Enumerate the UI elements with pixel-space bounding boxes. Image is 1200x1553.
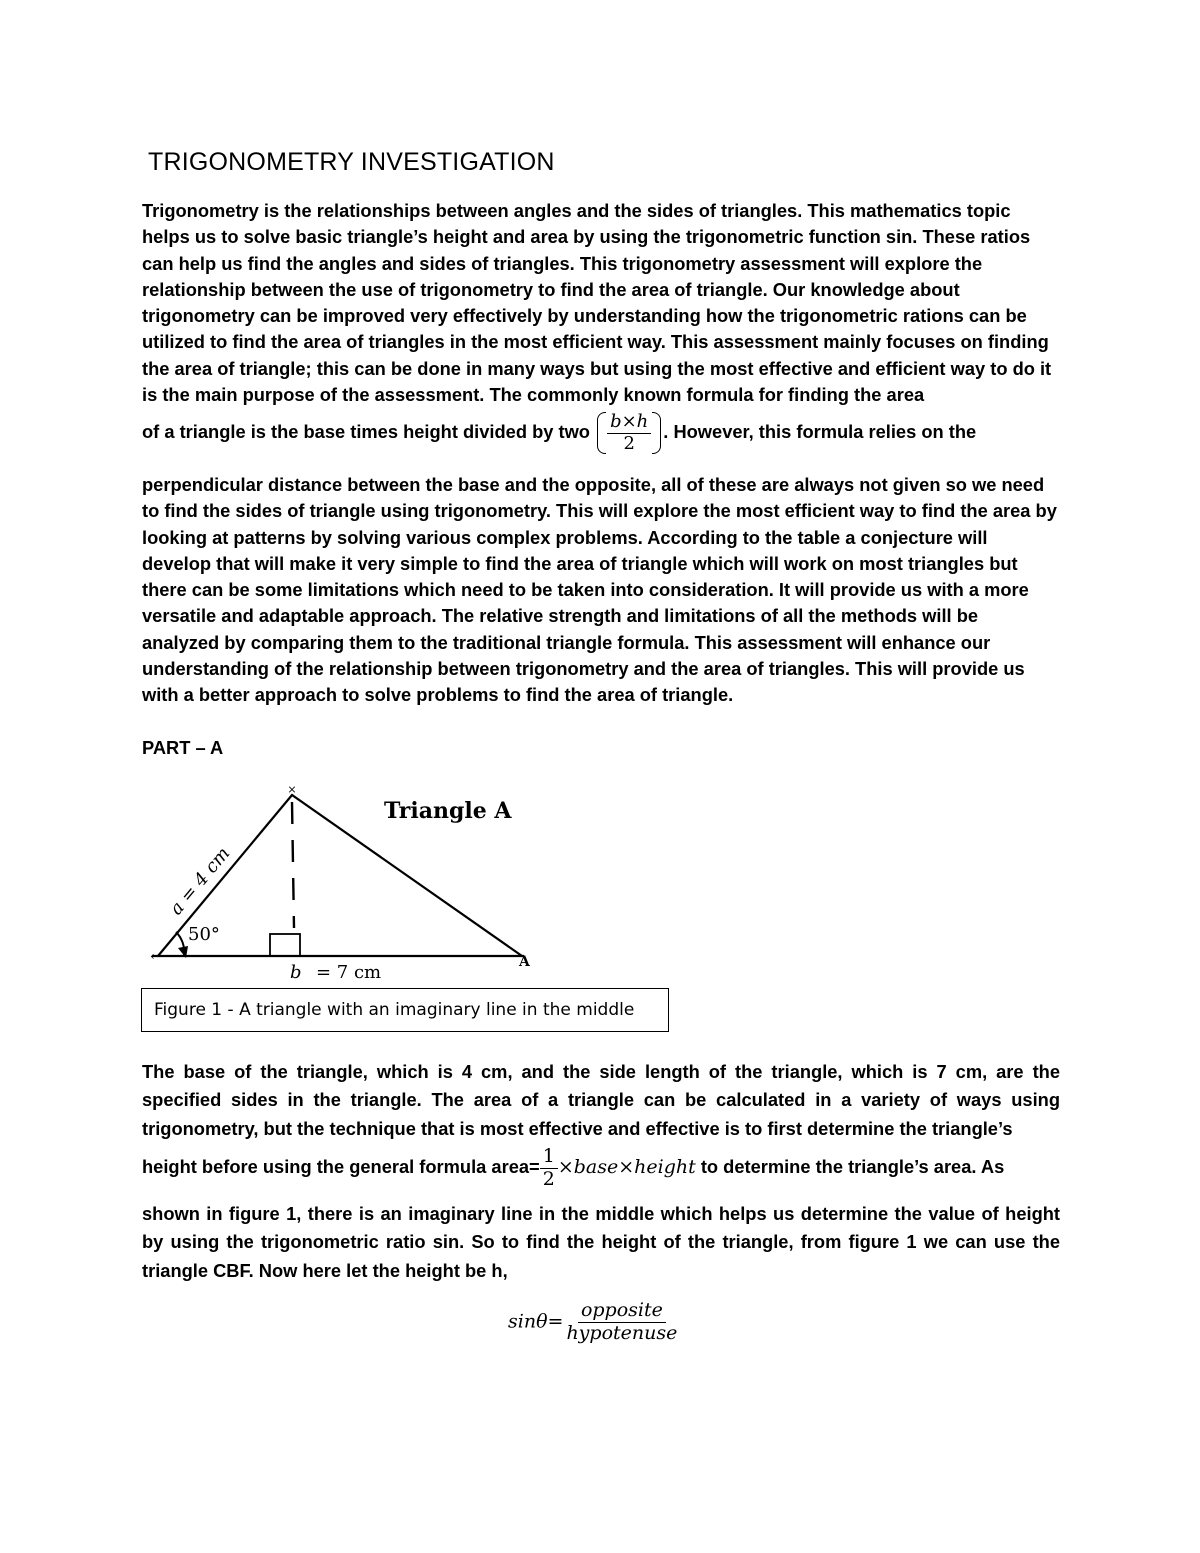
document-title: TRIGONOMETRY INVESTIGATION bbox=[148, 148, 555, 176]
figure-caption: Figure 1 - A triangle with an imaginary line in the middle bbox=[141, 988, 669, 1032]
svg-text:×: × bbox=[287, 783, 297, 796]
equation-denominator: hypotenuse bbox=[566, 1321, 678, 1344]
area-formula-numerator: b×h bbox=[607, 412, 651, 434]
equation-lhs: sinθ= bbox=[508, 1310, 564, 1333]
triangle-diagram bbox=[142, 780, 534, 988]
intro-paragraph-continued: perpendicular distance between the base and the opposite, all of these are always not given so we need to find the sides of triangle using trigonometry. This will explore the most efficient way to find the area by looking at patterns by solving various complex problems. According to the table a conjecture will develop that will make it very simple to find the area of triangle which will work on most triangles but there can be some limitations which need to be taken into consideration. It will provide us with a more versatile and adaptable approach. The relative strength and limitations of all the methods will be analyzed by comparing them to the traditional triangle formula. This assessment will enhance our understanding of the relationship between trigonometry and the area of triangles. This will provide us with a better approach to solve problems to find the area of triangle. bbox=[142, 474, 1057, 706]
intro-paragraph: Trigonometry is the relationships between angles and the sides of triangles. This mathematics topic helps us to solve basic triangle’s height and area by using the trigonometric function sin. These ratios can help us find the angles and sides of triangles. This trigonometry assessment will explore the relationship between the use of trigonometry to find the area of triangle. Our knowledge about trigonometry can be improved very effectively by understanding how the trigonometric rations can be utilized to find the area of triangles in the most efficient way. This assessment mainly focuses on finding the area of triangle; this can be done in many ways but using the most effective and efficient way to do it is the main purpose of the assessment. The commonly known formula for finding the area bbox=[142, 200, 1052, 406]
side-b-value: = 7 cm bbox=[316, 962, 382, 983]
intro-formula-before: of a triangle is the base times height divided by two bbox=[142, 421, 590, 443]
side-b-variable: b bbox=[290, 962, 302, 983]
svg-text:‹: ‹ bbox=[150, 949, 155, 963]
body-formula-denominator: 2 bbox=[542, 1167, 555, 1190]
intro-formula-line bbox=[142, 412, 1060, 454]
body-formula-before: height before using the general formula area= bbox=[142, 1156, 540, 1178]
body-formula-after: to determine the triangle’s area. As bbox=[695, 1156, 1005, 1178]
body-paragraph-continued: shown in figure 1, there is an imaginary line in the middle which helps us determine the value of height by using the trigonometric ratio sin. So to find the height of the triangle, from figure 1 we can use the triangle CBF. Now here let the height be h, bbox=[142, 1203, 1060, 1281]
vertex-label-right: A bbox=[519, 954, 530, 970]
figure-title: Triangle A bbox=[384, 798, 512, 824]
intro-formula-after: . However, this formula relies on the bbox=[663, 421, 977, 443]
body-paragraph: The base of the triangle, which is 4 cm, and the side length of the triangle, which is 7 cm, are the specified sides in the triangle. The area of a triangle can be calculated in a variety of ways using trigonometry, but the technique that is most effective and effective is to first determine the triangle’s bbox=[142, 1061, 1060, 1139]
triangle-figure bbox=[142, 780, 534, 988]
side-a-label: a = 4 cm bbox=[165, 843, 235, 920]
body-formula-expression: ×base×height bbox=[557, 1156, 696, 1179]
equation-numerator: opposite bbox=[578, 1300, 666, 1323]
area-formula bbox=[597, 412, 661, 454]
part-a-heading: PART – A bbox=[142, 737, 224, 758]
sine-equation bbox=[508, 1300, 680, 1345]
angle-label: 50° bbox=[188, 924, 220, 945]
body-formula-numerator: 1 bbox=[540, 1146, 558, 1169]
area-formula-denominator: 2 bbox=[623, 432, 635, 454]
body-formula-line bbox=[142, 1146, 1060, 1191]
